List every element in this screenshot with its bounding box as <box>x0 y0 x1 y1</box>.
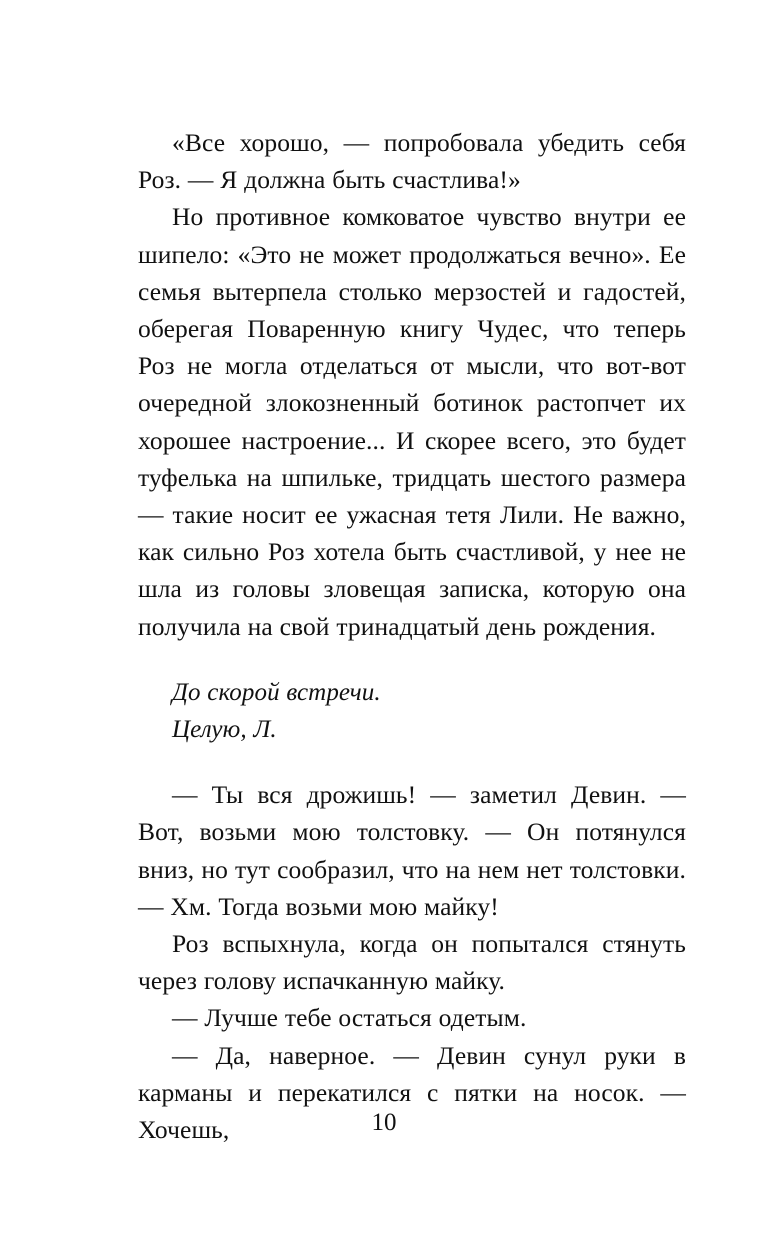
paragraph: Но противное комковатое чувство внутри ее шипело: «Это не может продолжаться вечно». Ее семья вытерпела столько мерзостей и гадостей, оберегая Поваренную книгу Чудес, что теперь Роз не могла отделаться от мысли, что вот-вот очередной злокозненный ботинок растопчет их хорошее настроение... И скорее всего, это будет туфелька на шпильке, тридцать шестого размера — такие носит ее ужасная тетя Лили. Не важно, как сильно Роз хотела быть счастливой, у нее не шла из головы зловещая записка, которую она получила на свой тринадцатый день рождения. <box>138 202 686 641</box>
page-text-block <box>138 124 686 1148</box>
spacer <box>138 748 686 776</box>
note-block <box>138 674 686 748</box>
paragraph: «Все хорошо, — попробовала убедить себя Роз. — Я должна быть счастлива!» <box>138 128 686 195</box>
dialogue-paragraph: — Ты вся дрожишь! — заметил Девин. — Вот, возьми мою толстовку. — Он потянулся вниз, но тут сообразил, что на нем нет толстовки. — Хм. Тогда возьми мою майку! <box>138 780 686 921</box>
dialogue-paragraph: Роз вспыхнула, когда он попытался стянуть через голову испачканную майку. <box>138 929 686 996</box>
page-number: 10 <box>371 1109 397 1136</box>
note-line-1: До скорой встречи. <box>172 678 381 706</box>
dialogue-paragraph: — Да, наверное. — Девин сунул руки в карманы и перекатился с пятки на носок. — Хочешь, <box>138 1040 686 1145</box>
dialogue-paragraph: — Лучше тебе остаться одетым. <box>172 1003 527 1033</box>
note-line-2: Целую, Л. <box>172 716 277 744</box>
